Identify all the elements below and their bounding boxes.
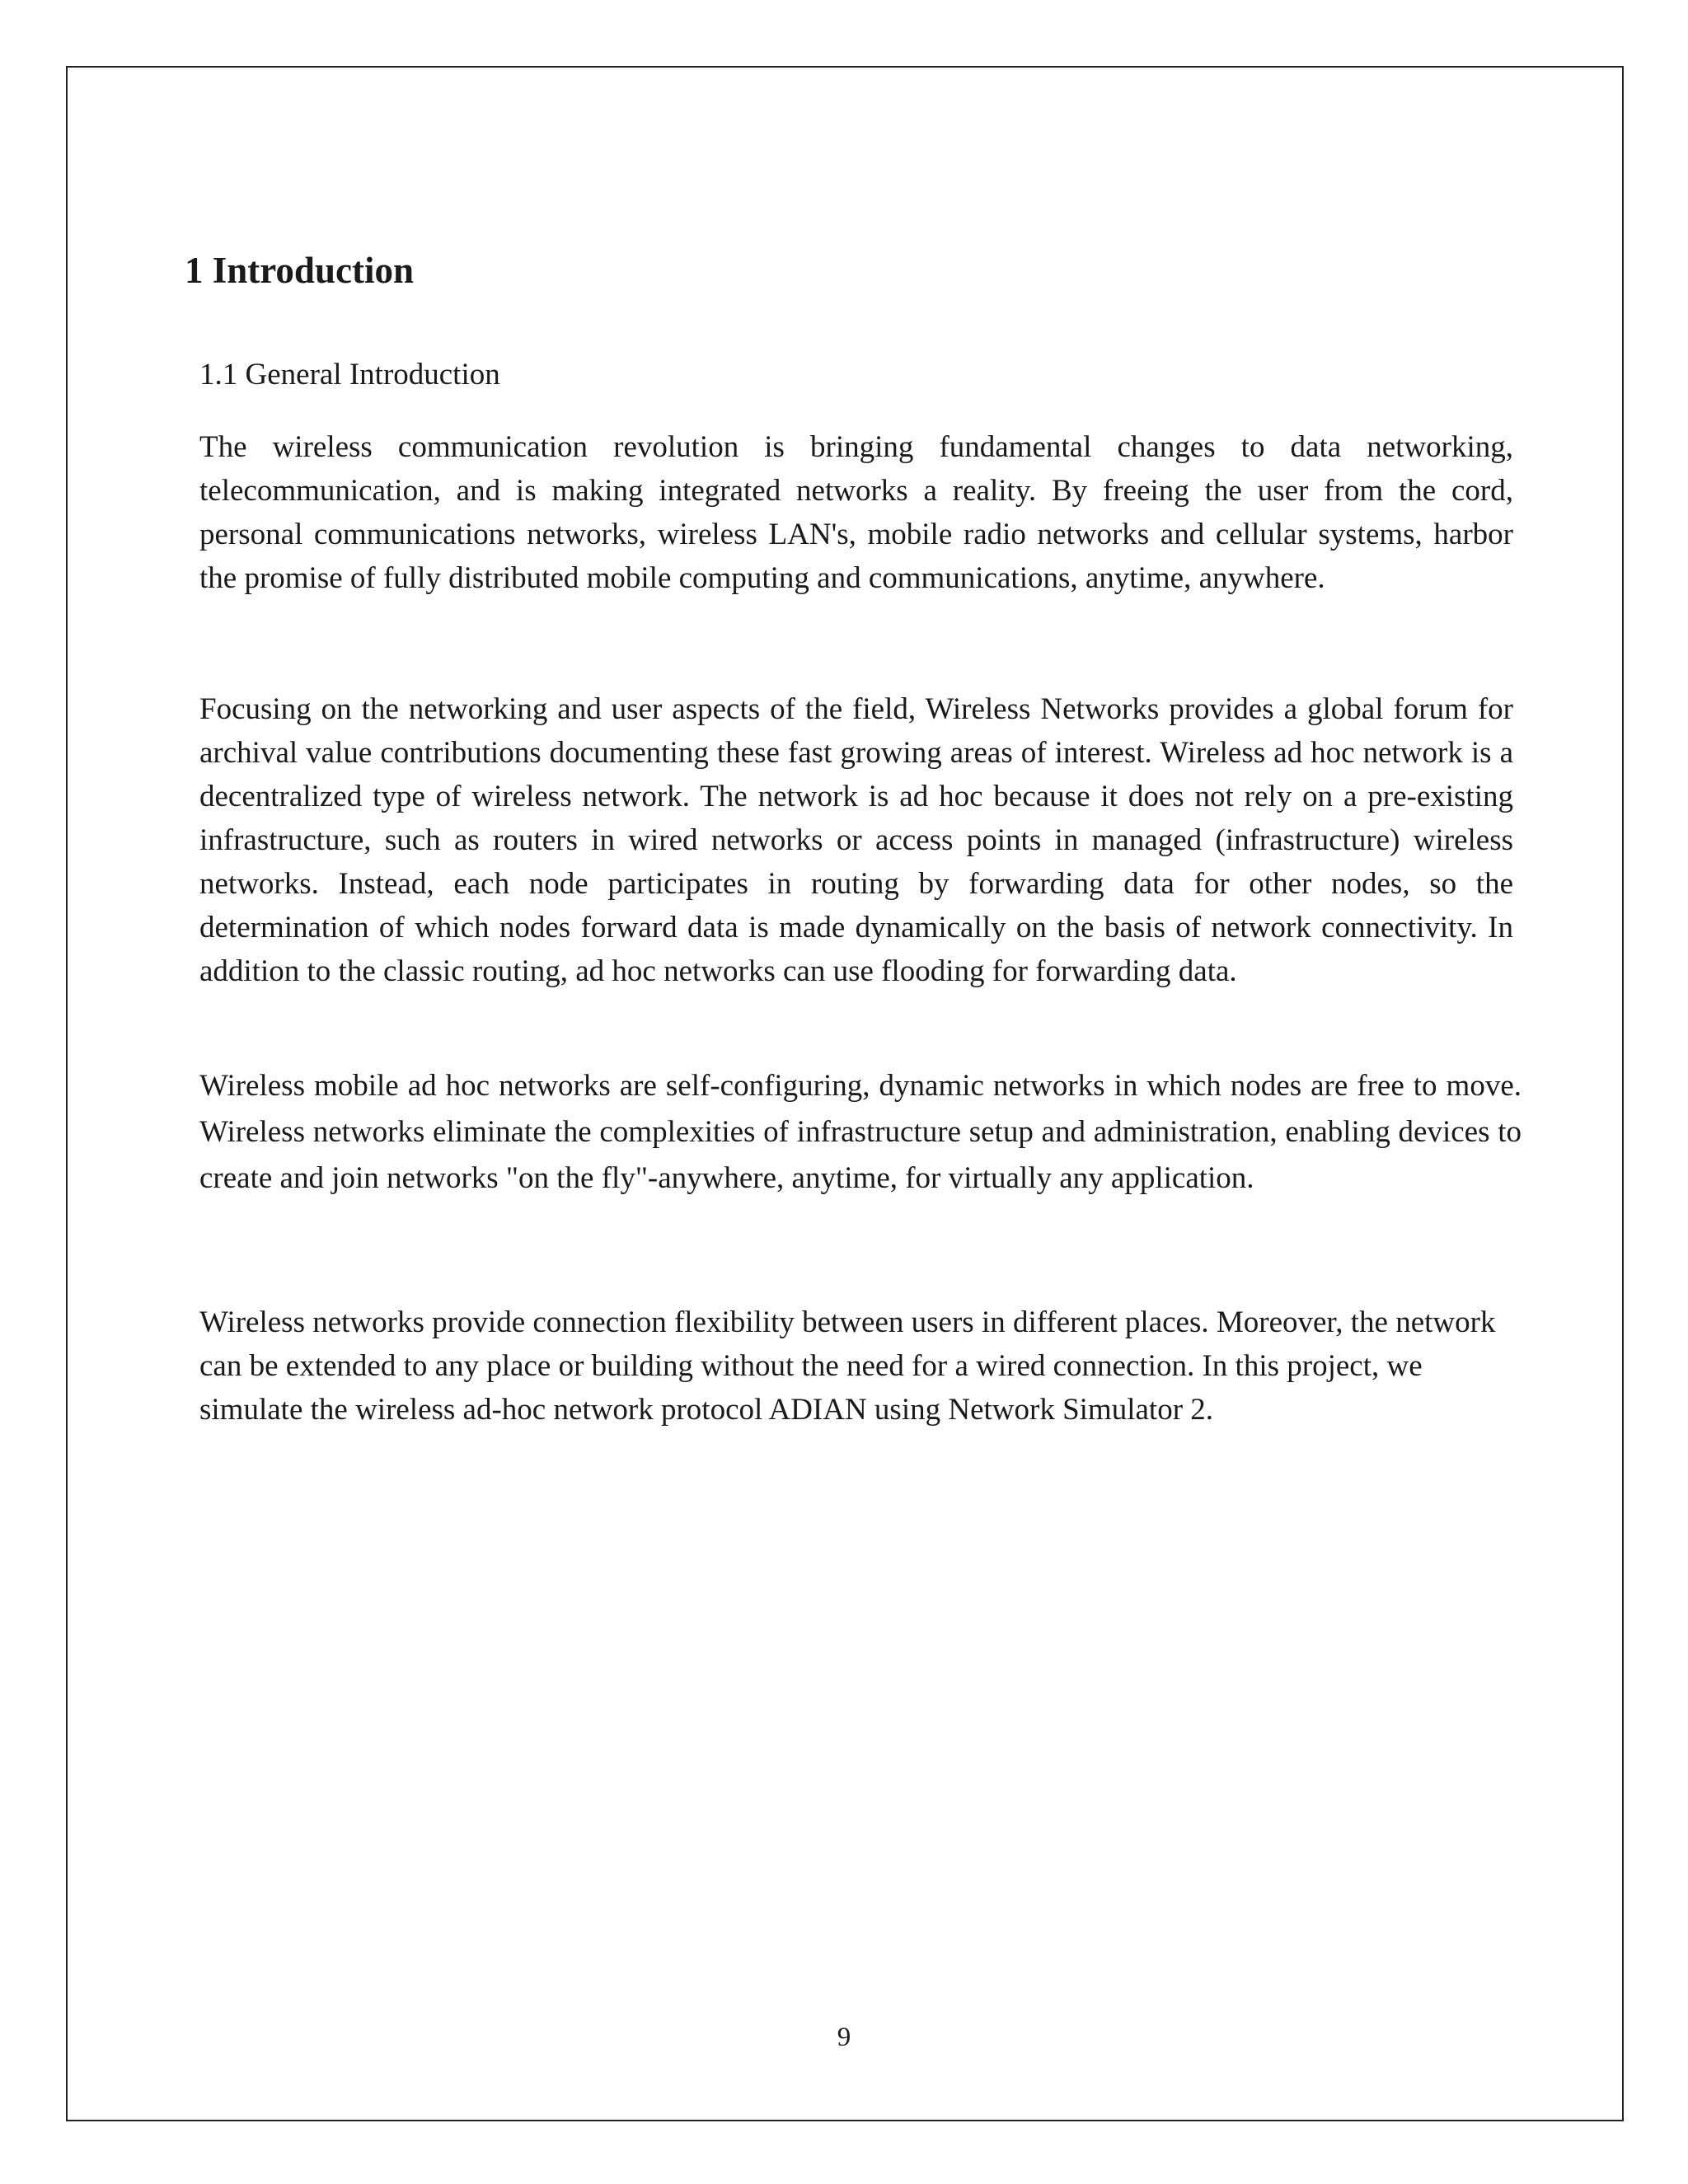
page-number: 9 (837, 2022, 851, 2052)
section-title: 1.1 General Introduction (199, 358, 500, 391)
paragraph-ad-hoc-networks: Focusing on the networking and user aspects of the field, Wireless Networks provides a global forum for archival value contributions documenting these fast growing areas of interest. Wireless ad hoc network is a decentralized type of wireless network. The network is ad hoc because it does not rely on a pre-existing infrastructure, such as routers in wired networks or access points in managed (infrastructure) wireless networks. Instead, each node participates in routing by forwarding data for other nodes, so the determination of which nodes forward data is made dynamically on the basis of network connectivity. In addition to the classic routing, ad hoc networks can use flooding for forwarding data. (199, 692, 1513, 988)
paragraph-wireless-revolution: The wireless communication revolution is bringing fundamental changes to data networking, telecommunication, and is making integrated networks a reality. By freeing the user from the cord, personal communications networks, wireless LAN's, mobile radio networks and cellular systems, harbor the promise of fully distributed mobile computing and communications, anytime, anywhere. (199, 430, 1513, 595)
paragraph-mobile-ad-hoc: Wireless mobile ad hoc networks are self-configuring, dynamic networks in which nodes are free to move. Wireless networks eliminate the complexities of infrastructure setup and administration, enabling devices to create and join networks "on the fly"-anywhere, anytime, for virtually any application. (199, 1069, 1522, 1195)
chapter-title: 1 Introduction (185, 250, 414, 291)
paragraph-project-scope: Wireless networks provide connection flexibility between users in different places. Moreover, the network can be extended to any place or building without the need for a wired connection. In this project, we simulate the wireless ad-hoc network protocol ADIAN using Network Simulator 2. (199, 1305, 1496, 1427)
